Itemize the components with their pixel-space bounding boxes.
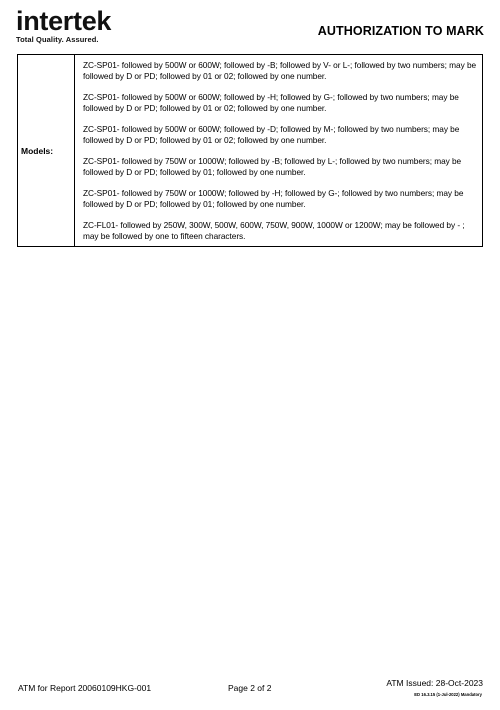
logo-wordmark: intertek [16, 6, 112, 36]
model-entry: ZC-SP01- followed by 500W or 600W; followed by -H; followed by G-; followed by two numbers; may be followed by D or PD; followed by 01 or 02; followed by one number. [83, 92, 459, 113]
footer-page-number: Page 2 of 2 [228, 683, 272, 693]
models-label: Models: [18, 55, 75, 247]
logo-tagline: Total Quality. Assured. [16, 35, 99, 44]
intertek-logo [16, 6, 111, 44]
model-entry: ZC-SP01- followed by 750W or 1000W; followed by -H; followed by G-; followed by two numbers; may be followed by D or PD; followed by 01; followed by one number. [83, 188, 464, 209]
models-row [18, 55, 483, 247]
models-entries [75, 55, 483, 247]
document-title: AUTHORIZATION TO MARK [317, 24, 484, 38]
model-entry: ZC-FL01- followed by 250W, 300W, 500W, 600W, 750W, 900W, 1000W or 1200W; may be followed by - ; may be followed by one to fifteen characters. [83, 220, 465, 241]
model-entry: ZC-SP01- followed by 500W or 600W; followed by -D; followed by M-; followed by two numbers; may be followed by D or PD; followed by 01 or 02; followed by one number. [83, 124, 460, 145]
footer-report-number: ATM for Report 20060109HKG-001 [18, 683, 152, 693]
footer-issued-date: ATM Issued: 28-Oct-2023 [386, 678, 483, 688]
models-table [17, 54, 483, 247]
model-entry: ZC-SP01- followed by 500W or 600W; followed by -B; followed by V- or L-; followed by two numbers; may be followed by D or PD; followed by 01 or 02; followed by one number. [83, 60, 477, 81]
model-entry: ZC-SP01- followed by 750W or 1000W; followed by -B; followed by L-; followed by two numbers; may be followed by D or PD; followed by 01; followed by one number. [83, 156, 462, 177]
footer-document-code: ED 16.3.15 (1-Jul-2022) Mandatory [414, 692, 482, 697]
